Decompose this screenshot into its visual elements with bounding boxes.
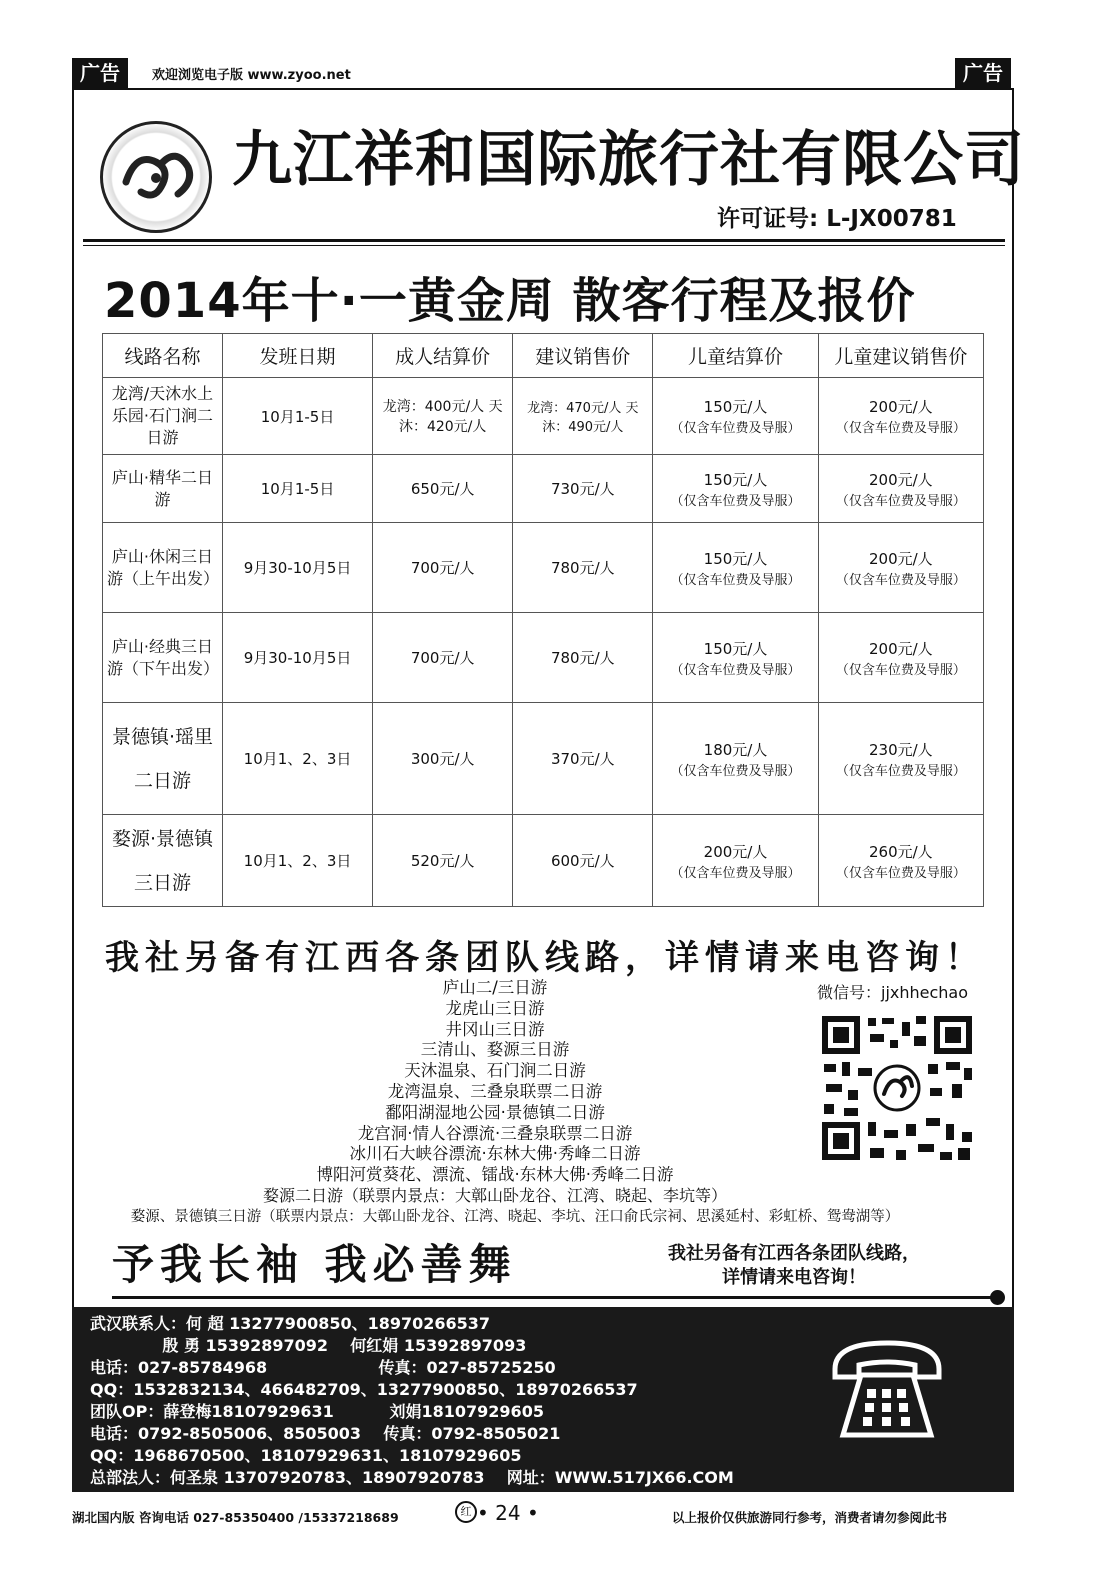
route-cell: 庐山·休闲三日游（上午出发） xyxy=(103,523,223,613)
suggest-cell: 龙湾：470元/人 天沐：490元/人 xyxy=(513,378,653,455)
child-price: 150元/人 xyxy=(703,549,768,568)
price-note: （仅含车位费及导服） xyxy=(835,865,966,881)
adult-cell: 650元/人 xyxy=(373,455,513,523)
divider xyxy=(83,239,1005,242)
date-cell: 10月1、2、3日 xyxy=(222,815,372,907)
child-suggest-cell xyxy=(818,378,983,455)
suggest-cell: 780元/人 xyxy=(513,523,653,613)
divider xyxy=(112,1296,997,1299)
list-item: 井冈山三日游 xyxy=(445,1019,545,1039)
child-suggest-cell xyxy=(818,455,983,523)
child-price: 150元/人 xyxy=(703,398,768,416)
list-item: 冰川石大峡谷漂流·东林大佛·秀峰二日游 xyxy=(349,1144,641,1164)
price-note: （仅含车位费及导服） xyxy=(670,662,801,678)
child-cell xyxy=(653,613,818,703)
child-suggest-price: 260元/人 xyxy=(868,842,933,861)
company-name: 九江祥和国际旅行社有限公司 xyxy=(232,125,1025,195)
child-price: 180元/人 xyxy=(703,740,768,759)
contact-line: 电话：027-85784968 传真：027-85725250 xyxy=(90,1358,556,1377)
page-number: • 24 • xyxy=(477,1501,539,1525)
list-item: 龙宫洞·情人谷漂流·三叠泉联票二日游 xyxy=(357,1123,633,1143)
list-item: 博阳河赏葵花、漂流、镭战·东林大佛·秀峰二日游 xyxy=(316,1165,674,1185)
divider-dot xyxy=(990,1290,1005,1305)
child-price: 200元/人 xyxy=(703,842,768,861)
contact-line: 武汉联系人：何 超 13277900850、18970266537 xyxy=(90,1314,491,1333)
contact-line: QQ：1968670500、18107929631、18107929605 xyxy=(90,1446,522,1465)
list-item: 天沐温泉、石门涧二日游 xyxy=(404,1061,586,1081)
company-logo xyxy=(100,121,212,233)
list-item: 三清山、婺源三日游 xyxy=(420,1040,570,1060)
page-mark-icon: 红 xyxy=(455,1501,477,1523)
slogan-notice-line: 我社另备有江西各条团队线路， xyxy=(668,1243,920,1264)
date-cell: 9月30-10月5日 xyxy=(222,613,372,703)
price-note: （仅含车位费及导服） xyxy=(835,763,966,779)
welcome-text: 欢迎浏览电子版 www.zyoo.net xyxy=(152,68,351,83)
price-note: （仅含车位费及导服） xyxy=(670,572,801,588)
col-suggest: 建议销售价 xyxy=(513,334,653,378)
table-row xyxy=(103,378,984,455)
adult-cell: 520元/人 xyxy=(373,815,513,907)
price-note: （仅含车位费及导服） xyxy=(835,572,966,588)
slogan-notice xyxy=(668,1242,920,1290)
contact-line: 总部法人：何圣泉 13707920783、18907920783 网址：WWW.517JX66.COM xyxy=(90,1468,734,1487)
adult-cell: 700元/人 xyxy=(373,523,513,613)
child-cell xyxy=(653,523,818,613)
slogan: 予我长袖 我必善舞 xyxy=(112,1240,517,1289)
price-note: （仅含车位费及导服） xyxy=(670,865,801,881)
suggest-cell: 370元/人 xyxy=(513,703,653,815)
child-cell xyxy=(653,455,818,523)
col-route: 线路名称 xyxy=(103,334,223,378)
table-row xyxy=(103,703,984,815)
child-cell xyxy=(653,815,818,907)
child-suggest-cell xyxy=(818,523,983,613)
table-row xyxy=(103,455,984,523)
child-suggest-cell xyxy=(818,703,983,815)
child-price: 150元/人 xyxy=(703,470,768,489)
telephone-icon xyxy=(827,1329,947,1449)
route-cell: 婺源·景德镇三日游 xyxy=(103,815,223,907)
col-child-suggest: 儿童建议销售价 xyxy=(818,334,983,378)
list-item: 龙湾温泉、三叠泉联票二日游 xyxy=(387,1081,603,1101)
slogan-notice-line: 详情请来电咨询！ xyxy=(722,1267,866,1288)
footer-right: 以上报价仅供旅游同行参考，消费者请勿参阅此书 xyxy=(672,1510,948,1525)
table-row xyxy=(103,613,984,703)
list-item: 庐山二/三日游 xyxy=(442,978,548,997)
route-cell: 景德镇·瑶里二日游 xyxy=(103,703,223,815)
list-item: 婺源、景德镇三日游（联票内景点：大鄣山卧龙谷、江湾、晓起、李坑、汪口俞氏宗祠、思溪延村、彩虹桥、鸳鸯湖等） xyxy=(130,1208,900,1225)
contact-panel xyxy=(72,1307,1014,1492)
price-note: （仅含车位费及导服） xyxy=(670,421,801,436)
ad-tag-left: 广告 xyxy=(72,58,128,88)
ad-tag-right: 广告 xyxy=(955,58,1011,88)
col-date: 发班日期 xyxy=(222,334,372,378)
notice-banner: 我社另备有江西各条团队线路，详情请来电咨询！ xyxy=(105,938,985,978)
wechat-id: 微信号：jjxhhechao xyxy=(817,983,969,1002)
page-title: 2014年十·一黄金周 散客行程及报价 xyxy=(104,273,916,329)
list-item: 鄱阳湖湿地公园·景德镇二日游 xyxy=(385,1102,605,1122)
contact-line: QQ：1532832134、466482709、13277900850、18970266537 xyxy=(90,1380,638,1399)
table-header-row xyxy=(103,334,984,378)
divider xyxy=(83,245,1005,246)
table-row xyxy=(103,815,984,907)
route-list xyxy=(60,978,930,1228)
table-row xyxy=(103,523,984,613)
child-cell xyxy=(653,378,818,455)
child-suggest-cell xyxy=(818,815,983,907)
child-suggest-price: 200元/人 xyxy=(868,398,933,416)
child-suggest-price: 200元/人 xyxy=(868,639,933,658)
date-cell: 10月1-5日 xyxy=(222,378,372,455)
suggest-cell: 780元/人 xyxy=(513,613,653,703)
suggest-cell: 730元/人 xyxy=(513,455,653,523)
adult-cell: 300元/人 xyxy=(373,703,513,815)
child-suggest-cell xyxy=(818,613,983,703)
list-item: 婺源二日游（联票内景点：大鄣山卧龙谷、江湾、晓起、李坑等） xyxy=(262,1185,727,1205)
child-suggest-price: 200元/人 xyxy=(868,470,933,489)
child-suggest-price: 230元/人 xyxy=(868,740,933,759)
license-number: 许可证号: L-JX00781 xyxy=(717,206,957,232)
contact-line: 殷 勇 15392897092 何红娟 15392897093 xyxy=(90,1336,527,1355)
child-cell xyxy=(653,703,818,815)
price-note: （仅含车位费及导服） xyxy=(835,662,966,678)
price-note: （仅含车位费及导服） xyxy=(835,421,966,436)
contact-line: 电话：0792-8505006、8505003 传真：0792-8505021 xyxy=(90,1424,561,1443)
price-note: （仅含车位费及导服） xyxy=(670,493,801,509)
price-note: （仅含车位费及导服） xyxy=(835,493,966,509)
col-adult: 成人结算价 xyxy=(373,334,513,378)
logo-dragon-icon xyxy=(116,142,196,212)
col-child: 儿童结算价 xyxy=(653,334,818,378)
footer-left: 湖北国内版 咨询电话 027-85350400 /15337218689 xyxy=(72,1510,399,1525)
route-cell: 庐山·经典三日游（下午出发） xyxy=(103,613,223,703)
price-table xyxy=(102,333,984,907)
date-cell: 10月1-5日 xyxy=(222,455,372,523)
adult-cell: 700元/人 xyxy=(373,613,513,703)
contact-line: 团队OP：薛登梅18107929631 刘娟18107929605 xyxy=(90,1402,544,1421)
date-cell: 10月1、2、3日 xyxy=(222,703,372,815)
route-cell: 龙湾/天沐水上乐园·石门涧二日游 xyxy=(103,378,223,455)
child-price: 150元/人 xyxy=(703,639,768,658)
price-note: （仅含车位费及导服） xyxy=(670,763,801,779)
adult-cell: 龙湾：400元/人 天沐：420元/人 xyxy=(373,378,513,455)
date-cell: 9月30-10月5日 xyxy=(222,523,372,613)
suggest-cell: 600元/人 xyxy=(513,815,653,907)
list-item: 龙虎山三日游 xyxy=(445,998,545,1018)
route-cell: 庐山·精华二日游 xyxy=(103,455,223,523)
child-suggest-price: 200元/人 xyxy=(868,549,933,568)
